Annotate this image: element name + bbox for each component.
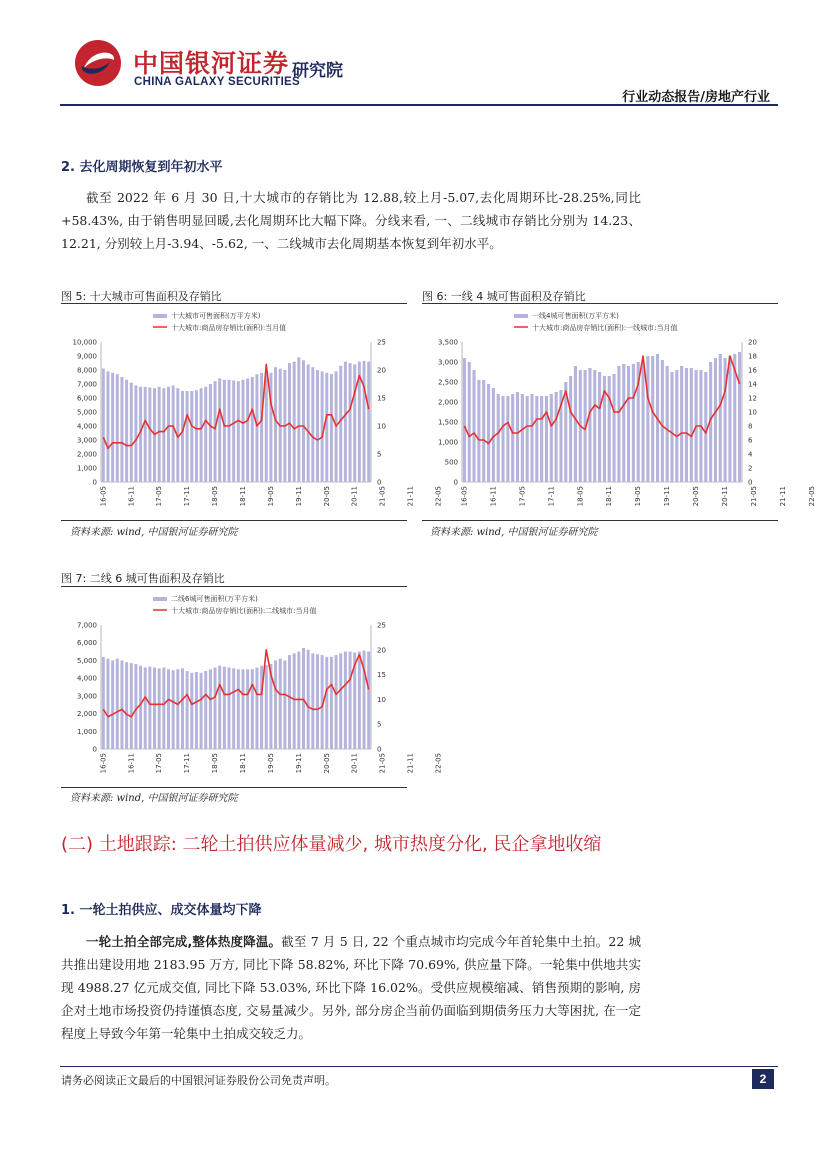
- x-tick-label: 17-11: [183, 486, 192, 507]
- y-tick-label-left: 8,000: [76, 366, 97, 375]
- bar: [477, 380, 480, 482]
- y-tick-label-left: 10,000: [72, 338, 97, 347]
- bar: [190, 391, 193, 482]
- bar: [545, 396, 548, 482]
- x-tick-label: 16-11: [127, 753, 136, 774]
- y-tick-label-right: 5: [377, 450, 382, 459]
- x-tick-label: 20-05: [692, 486, 701, 507]
- y-tick-label-left: 0: [92, 745, 97, 754]
- bar: [363, 361, 366, 482]
- subsection-heading: 1. 一轮土拍供应、成交体量均下降: [61, 903, 262, 918]
- bar: [255, 374, 258, 482]
- bar: [265, 374, 268, 482]
- y-tick-label-left: 6,000: [76, 394, 97, 403]
- bar: [724, 358, 727, 482]
- figure-bottom-rule: [61, 520, 407, 521]
- bar: [274, 660, 277, 749]
- x-tick-label: 18-05: [211, 753, 220, 774]
- bar: [302, 648, 305, 749]
- y-tick-label-left: 1,000: [437, 438, 458, 447]
- bar: [223, 380, 226, 482]
- bar: [125, 380, 128, 482]
- footer-disclaimer: 请务必阅读正文最后的中国银河证券股份公司免责声明。: [61, 1074, 336, 1087]
- section-title: (二) 土地跟踪: 二轮土拍供应体量减少, 城市热度分化, 民企拿地收缩: [61, 834, 602, 855]
- bar: [265, 665, 268, 749]
- y-tick-label-right: 4: [748, 450, 753, 459]
- bar: [311, 653, 314, 749]
- bar: [297, 652, 300, 749]
- bar: [738, 352, 741, 482]
- x-tick-label: 20-11: [350, 753, 359, 774]
- bar: [535, 396, 538, 482]
- y-tick-label-left: 2,000: [76, 710, 97, 719]
- paragraph-text: 截至 7 月 5 日, 22 个重点城市均完成今年首轮集中土拍。22 城共推出建设用地 2183.95 万方, 同比下降 58.82%, 环比下降 70.69%, 供应量下降。一轮集中供地共实现 4988.27 亿元成交值, 同比下降 53.03%, 环比下降 16.02%。受供应规模缩减、销售预期的影响, 房企对土地市场投资仍持谨慎态度, 交易量减少。另外, 部分房企当前仍面临到期债务压力大等困扰, 在一定程度上导致今年第一轮集中土拍成交较乏力。: [61, 934, 641, 1041]
- bar: [367, 652, 370, 749]
- x-tick-label: 20-11: [350, 486, 359, 507]
- bar: [526, 396, 529, 482]
- ratio-line: [103, 650, 368, 717]
- bar: [283, 660, 286, 749]
- bar: [330, 657, 333, 749]
- bar: [218, 666, 221, 749]
- bar: [321, 371, 324, 482]
- bar: [181, 391, 184, 482]
- bar: [685, 368, 688, 482]
- bar: [232, 381, 235, 483]
- y-tick-label-left: 0: [92, 478, 97, 487]
- bar: [148, 667, 151, 749]
- bar: [190, 673, 193, 749]
- y-tick-label-right: 20: [748, 338, 757, 347]
- bar: [719, 354, 722, 482]
- legend-swatch-bar: [514, 314, 528, 318]
- y-tick-label-right: 6: [748, 436, 753, 445]
- bar: [172, 670, 175, 749]
- x-tick-label: 17-05: [155, 753, 164, 774]
- y-tick-label-left: 500: [444, 458, 458, 467]
- galaxy-logo-icon: [70, 38, 126, 88]
- bar: [473, 370, 476, 482]
- bar: [617, 366, 620, 482]
- x-tick-label: 17-11: [183, 753, 192, 774]
- y-tick-label-right: 0: [377, 745, 382, 754]
- bar: [209, 669, 212, 749]
- bar: [209, 384, 212, 482]
- y-tick-label-right: 20: [377, 646, 386, 655]
- y-tick-label-left: 4,000: [76, 422, 97, 431]
- x-tick-label: 19-11: [663, 486, 672, 507]
- report-category: 行业动态报告/房地产行业: [622, 90, 770, 105]
- brand-institute: 研究院: [292, 61, 343, 81]
- bar: [172, 385, 175, 482]
- bar: [195, 390, 198, 482]
- bar: [120, 377, 123, 482]
- y-tick-label-left: 5,000: [76, 656, 97, 665]
- x-tick-label: 21-05: [750, 486, 759, 507]
- x-tick-label: 22-05: [434, 753, 443, 774]
- legend-swatch-bar: [153, 597, 167, 601]
- bar: [111, 660, 114, 749]
- figure-bottom-rule: [422, 520, 778, 521]
- y-tick-label-left: 3,000: [437, 358, 458, 367]
- bar: [106, 659, 109, 749]
- figure-title: 图 5: 十大城市可售面积及存销比: [61, 290, 222, 303]
- legend-swatch-bar: [153, 314, 167, 318]
- x-tick-label: 18-05: [211, 486, 220, 507]
- y-tick-label-left: 3,500: [437, 338, 458, 347]
- y-tick-label-left: 0: [453, 478, 458, 487]
- bar: [339, 366, 342, 482]
- figure-source: 资料来源: wind, 中国银河证券研究院: [70, 793, 238, 804]
- y-tick-label-left: 1,000: [76, 727, 97, 736]
- legend-label: 一线4城可售面积(万平方米): [532, 312, 619, 320]
- chart-tier1-cities: [422, 306, 816, 518]
- bar: [232, 668, 235, 749]
- bar: [574, 366, 577, 482]
- x-tick-label: 16-05: [460, 486, 469, 507]
- bar: [307, 650, 310, 749]
- x-tick-label: 19-11: [294, 486, 303, 507]
- bar: [325, 657, 328, 749]
- y-tick-label-right: 20: [377, 366, 386, 375]
- x-tick-label: 21-05: [378, 753, 387, 774]
- y-tick-label-left: 6,000: [76, 639, 97, 648]
- figure-title-rule: [422, 303, 778, 304]
- figure-title: 图 6: 一线 4 城可售面积及存销比: [422, 290, 586, 303]
- y-tick-label-left: 1,000: [76, 464, 97, 473]
- bar: [608, 376, 611, 482]
- y-tick-label-left: 2,000: [437, 398, 458, 407]
- bar: [728, 356, 731, 482]
- bar: [255, 668, 258, 749]
- x-tick-label: 18-11: [238, 753, 247, 774]
- page-number: 2: [752, 1069, 774, 1089]
- body-paragraph: 截至 2022 年 6 月 30 日,十大城市的存销比为 12.88,较上月-5.07,去化周期环比-28.25%,同比+58.43%, 由于销售明显回暖,去化周期环比大幅下降。分线来看, 一、二线城市存销比分别为 14.23、12.21, 分别较上月-3.94、-5.62, 一、二线城市去化周期基本恢复到年初水平。: [61, 190, 641, 251]
- bar: [675, 370, 678, 482]
- x-tick-label: 20-05: [322, 753, 331, 774]
- legend-label: 十大城市:商品房存销比(面积):二线城市:当月值: [171, 607, 317, 615]
- bar: [214, 381, 217, 482]
- y-tick-label-left: 3,000: [76, 692, 97, 701]
- x-tick-label: 19-11: [294, 753, 303, 774]
- bar: [530, 394, 533, 482]
- bar: [307, 364, 310, 482]
- bar: [330, 374, 333, 482]
- bar: [540, 396, 543, 482]
- bar: [120, 660, 123, 749]
- x-tick-label: 17-05: [155, 486, 164, 507]
- bar: [162, 388, 165, 482]
- x-tick-label: 21-11: [406, 486, 415, 507]
- bar: [521, 394, 524, 482]
- bar: [353, 364, 356, 482]
- bar: [316, 370, 319, 482]
- bar: [316, 654, 319, 749]
- figure-source: 资料来源: wind, 中国银河证券研究院: [430, 527, 598, 538]
- y-tick-label-left: 3,000: [76, 436, 97, 445]
- bar: [651, 356, 654, 482]
- figure-bottom-rule: [61, 787, 407, 788]
- bar: [593, 370, 596, 482]
- bar: [195, 672, 198, 749]
- x-tick-label: 21-11: [406, 753, 415, 774]
- bar: [106, 371, 109, 482]
- y-tick-label-right: 15: [377, 394, 386, 403]
- bar: [613, 374, 616, 482]
- y-tick-label-right: 10: [377, 422, 386, 431]
- bar: [204, 671, 207, 749]
- bar: [555, 392, 558, 482]
- bar: [241, 380, 244, 482]
- y-tick-label-right: 10: [377, 695, 386, 704]
- x-tick-label: 22-05: [434, 486, 443, 507]
- bar: [588, 368, 591, 482]
- bar: [279, 659, 282, 749]
- legend-label: 十大城市:商品房存销比(面积):一线城市:当月值: [532, 324, 678, 332]
- bar: [102, 657, 105, 749]
- brand-name-cn: 中国银河证券: [133, 49, 290, 78]
- y-tick-label-right: 0: [377, 478, 382, 487]
- x-tick-label: 17-05: [518, 486, 527, 507]
- bar: [251, 377, 254, 482]
- bar: [144, 668, 147, 749]
- y-tick-label-left: 9,000: [76, 352, 97, 361]
- bar: [186, 391, 189, 482]
- body-paragraph: [61, 930, 641, 1045]
- bar: [506, 396, 509, 482]
- chart-ten-cities: [61, 306, 443, 518]
- header-divider: [60, 104, 778, 106]
- legend-label: 十大城市:商品房存销比(面积):当月值: [171, 324, 287, 332]
- bar: [349, 363, 352, 482]
- y-tick-label-left: 5,000: [76, 408, 97, 417]
- x-tick-label: 22-05: [808, 486, 816, 507]
- y-tick-label-right: 10: [748, 408, 757, 417]
- bar: [632, 364, 635, 482]
- y-tick-label-right: 16: [748, 366, 757, 375]
- bar: [134, 385, 137, 482]
- bar: [344, 362, 347, 482]
- bar: [237, 669, 240, 749]
- bar: [690, 368, 693, 482]
- footer-divider: [60, 1066, 778, 1067]
- figure-title: 图 7: 二线 6 城可售面积及存销比: [61, 572, 225, 585]
- bar: [569, 376, 572, 482]
- y-tick-label-right: 0: [748, 478, 753, 487]
- bar: [158, 387, 161, 482]
- bar: [325, 373, 328, 482]
- bar: [704, 372, 707, 482]
- section-heading: 2. 去化周期恢复到年初水平: [61, 160, 223, 175]
- bar: [176, 669, 179, 749]
- bar: [367, 362, 370, 482]
- bar: [116, 659, 119, 749]
- bar: [714, 358, 717, 482]
- bar: [680, 366, 683, 482]
- x-tick-label: 19-05: [266, 486, 275, 507]
- bar: [144, 387, 147, 482]
- bar: [130, 663, 133, 749]
- bar: [670, 372, 673, 482]
- figure-title-rule: [61, 303, 407, 304]
- bar: [339, 653, 342, 749]
- bar: [274, 367, 277, 482]
- figure-title-rule: [61, 586, 407, 587]
- bar: [293, 653, 296, 749]
- lead-sentence: 一轮土拍全部完成,整体热度降温。: [86, 934, 282, 949]
- bar: [661, 360, 664, 482]
- y-tick-label-right: 25: [377, 621, 386, 630]
- ratio-line: [103, 364, 368, 448]
- y-tick-label-left: 2,500: [437, 378, 458, 387]
- x-tick-label: 16-11: [489, 486, 498, 507]
- bar: [200, 673, 203, 749]
- bar: [167, 387, 170, 482]
- bar: [125, 662, 128, 749]
- bar: [153, 668, 156, 749]
- bar: [468, 362, 471, 482]
- bar: [116, 374, 119, 482]
- legend-label: 二线6城可售面积(万平方米): [171, 595, 258, 603]
- x-tick-label: 16-05: [99, 486, 108, 507]
- bar: [598, 372, 601, 482]
- x-tick-label: 20-05: [322, 486, 331, 507]
- bar: [302, 360, 305, 482]
- x-tick-label: 21-11: [779, 486, 788, 507]
- y-tick-label-right: 14: [748, 380, 757, 389]
- legend-label: 十大城市可售面积(万平方米): [171, 312, 261, 320]
- bar: [130, 383, 133, 482]
- bar: [487, 384, 490, 482]
- bar: [335, 655, 338, 749]
- bar: [666, 366, 669, 482]
- x-tick-label: 19-05: [634, 486, 643, 507]
- bar: [251, 669, 254, 749]
- x-tick-label: 18-05: [576, 486, 585, 507]
- bar: [550, 394, 553, 482]
- bar: [288, 655, 291, 749]
- bar: [501, 396, 504, 482]
- chart-tier2-cities: [61, 589, 443, 785]
- bar: [297, 357, 300, 482]
- bar: [641, 362, 644, 482]
- bar: [497, 394, 500, 482]
- bar: [139, 666, 142, 749]
- x-tick-label: 19-05: [266, 753, 275, 774]
- bar: [358, 652, 361, 749]
- bar: [349, 652, 352, 749]
- bar: [148, 388, 151, 483]
- bar: [627, 366, 630, 482]
- x-tick-label: 18-11: [605, 486, 614, 507]
- bar: [293, 362, 296, 482]
- y-tick-label-right: 5: [377, 720, 382, 729]
- x-tick-label: 21-05: [378, 486, 387, 507]
- x-tick-label: 17-11: [547, 486, 556, 507]
- bar: [218, 378, 221, 482]
- x-tick-label: 20-11: [721, 486, 730, 507]
- y-tick-label-right: 25: [377, 338, 386, 347]
- bar: [237, 381, 240, 482]
- bar: [181, 668, 184, 749]
- bar: [228, 668, 231, 749]
- bar: [511, 394, 514, 482]
- x-tick-label: 18-11: [238, 486, 247, 507]
- bar: [622, 364, 625, 482]
- bar: [200, 388, 203, 482]
- bar: [344, 652, 347, 749]
- bar: [516, 392, 519, 482]
- y-tick-label-right: 15: [377, 671, 386, 680]
- bar: [204, 387, 207, 482]
- ratio-line: [464, 356, 739, 444]
- bar: [102, 369, 105, 482]
- bar: [162, 668, 165, 749]
- bar: [223, 667, 226, 749]
- bar: [246, 669, 249, 749]
- x-tick-label: 16-11: [127, 486, 136, 507]
- bar: [246, 378, 249, 482]
- bar: [111, 373, 114, 482]
- y-tick-label-right: 2: [748, 464, 753, 473]
- y-tick-label-left: 7,000: [76, 621, 97, 630]
- bar: [228, 380, 231, 482]
- bar: [482, 380, 485, 482]
- y-tick-label-right: 12: [748, 394, 757, 403]
- y-tick-label-left: 4,000: [76, 674, 97, 683]
- y-tick-label-left: 2,000: [76, 450, 97, 459]
- y-tick-label-right: 8: [748, 422, 753, 431]
- bar: [260, 373, 263, 482]
- bar: [646, 356, 649, 482]
- bar: [186, 671, 189, 749]
- brand-name-en: CHINA GALAXY SECURITIES: [134, 76, 301, 88]
- bar: [311, 367, 314, 482]
- bar: [214, 668, 217, 749]
- x-tick-label: 16-05: [99, 753, 108, 774]
- figure-source: 资料来源: wind, 中国银河证券研究院: [70, 527, 238, 538]
- bar: [167, 669, 170, 749]
- bar: [463, 358, 466, 482]
- y-tick-label-left: 7,000: [76, 380, 97, 389]
- bar: [241, 669, 244, 749]
- bar: [158, 668, 161, 749]
- y-tick-label-right: 18: [748, 352, 757, 361]
- bar: [134, 664, 137, 749]
- y-tick-label-left: 1,500: [437, 418, 458, 427]
